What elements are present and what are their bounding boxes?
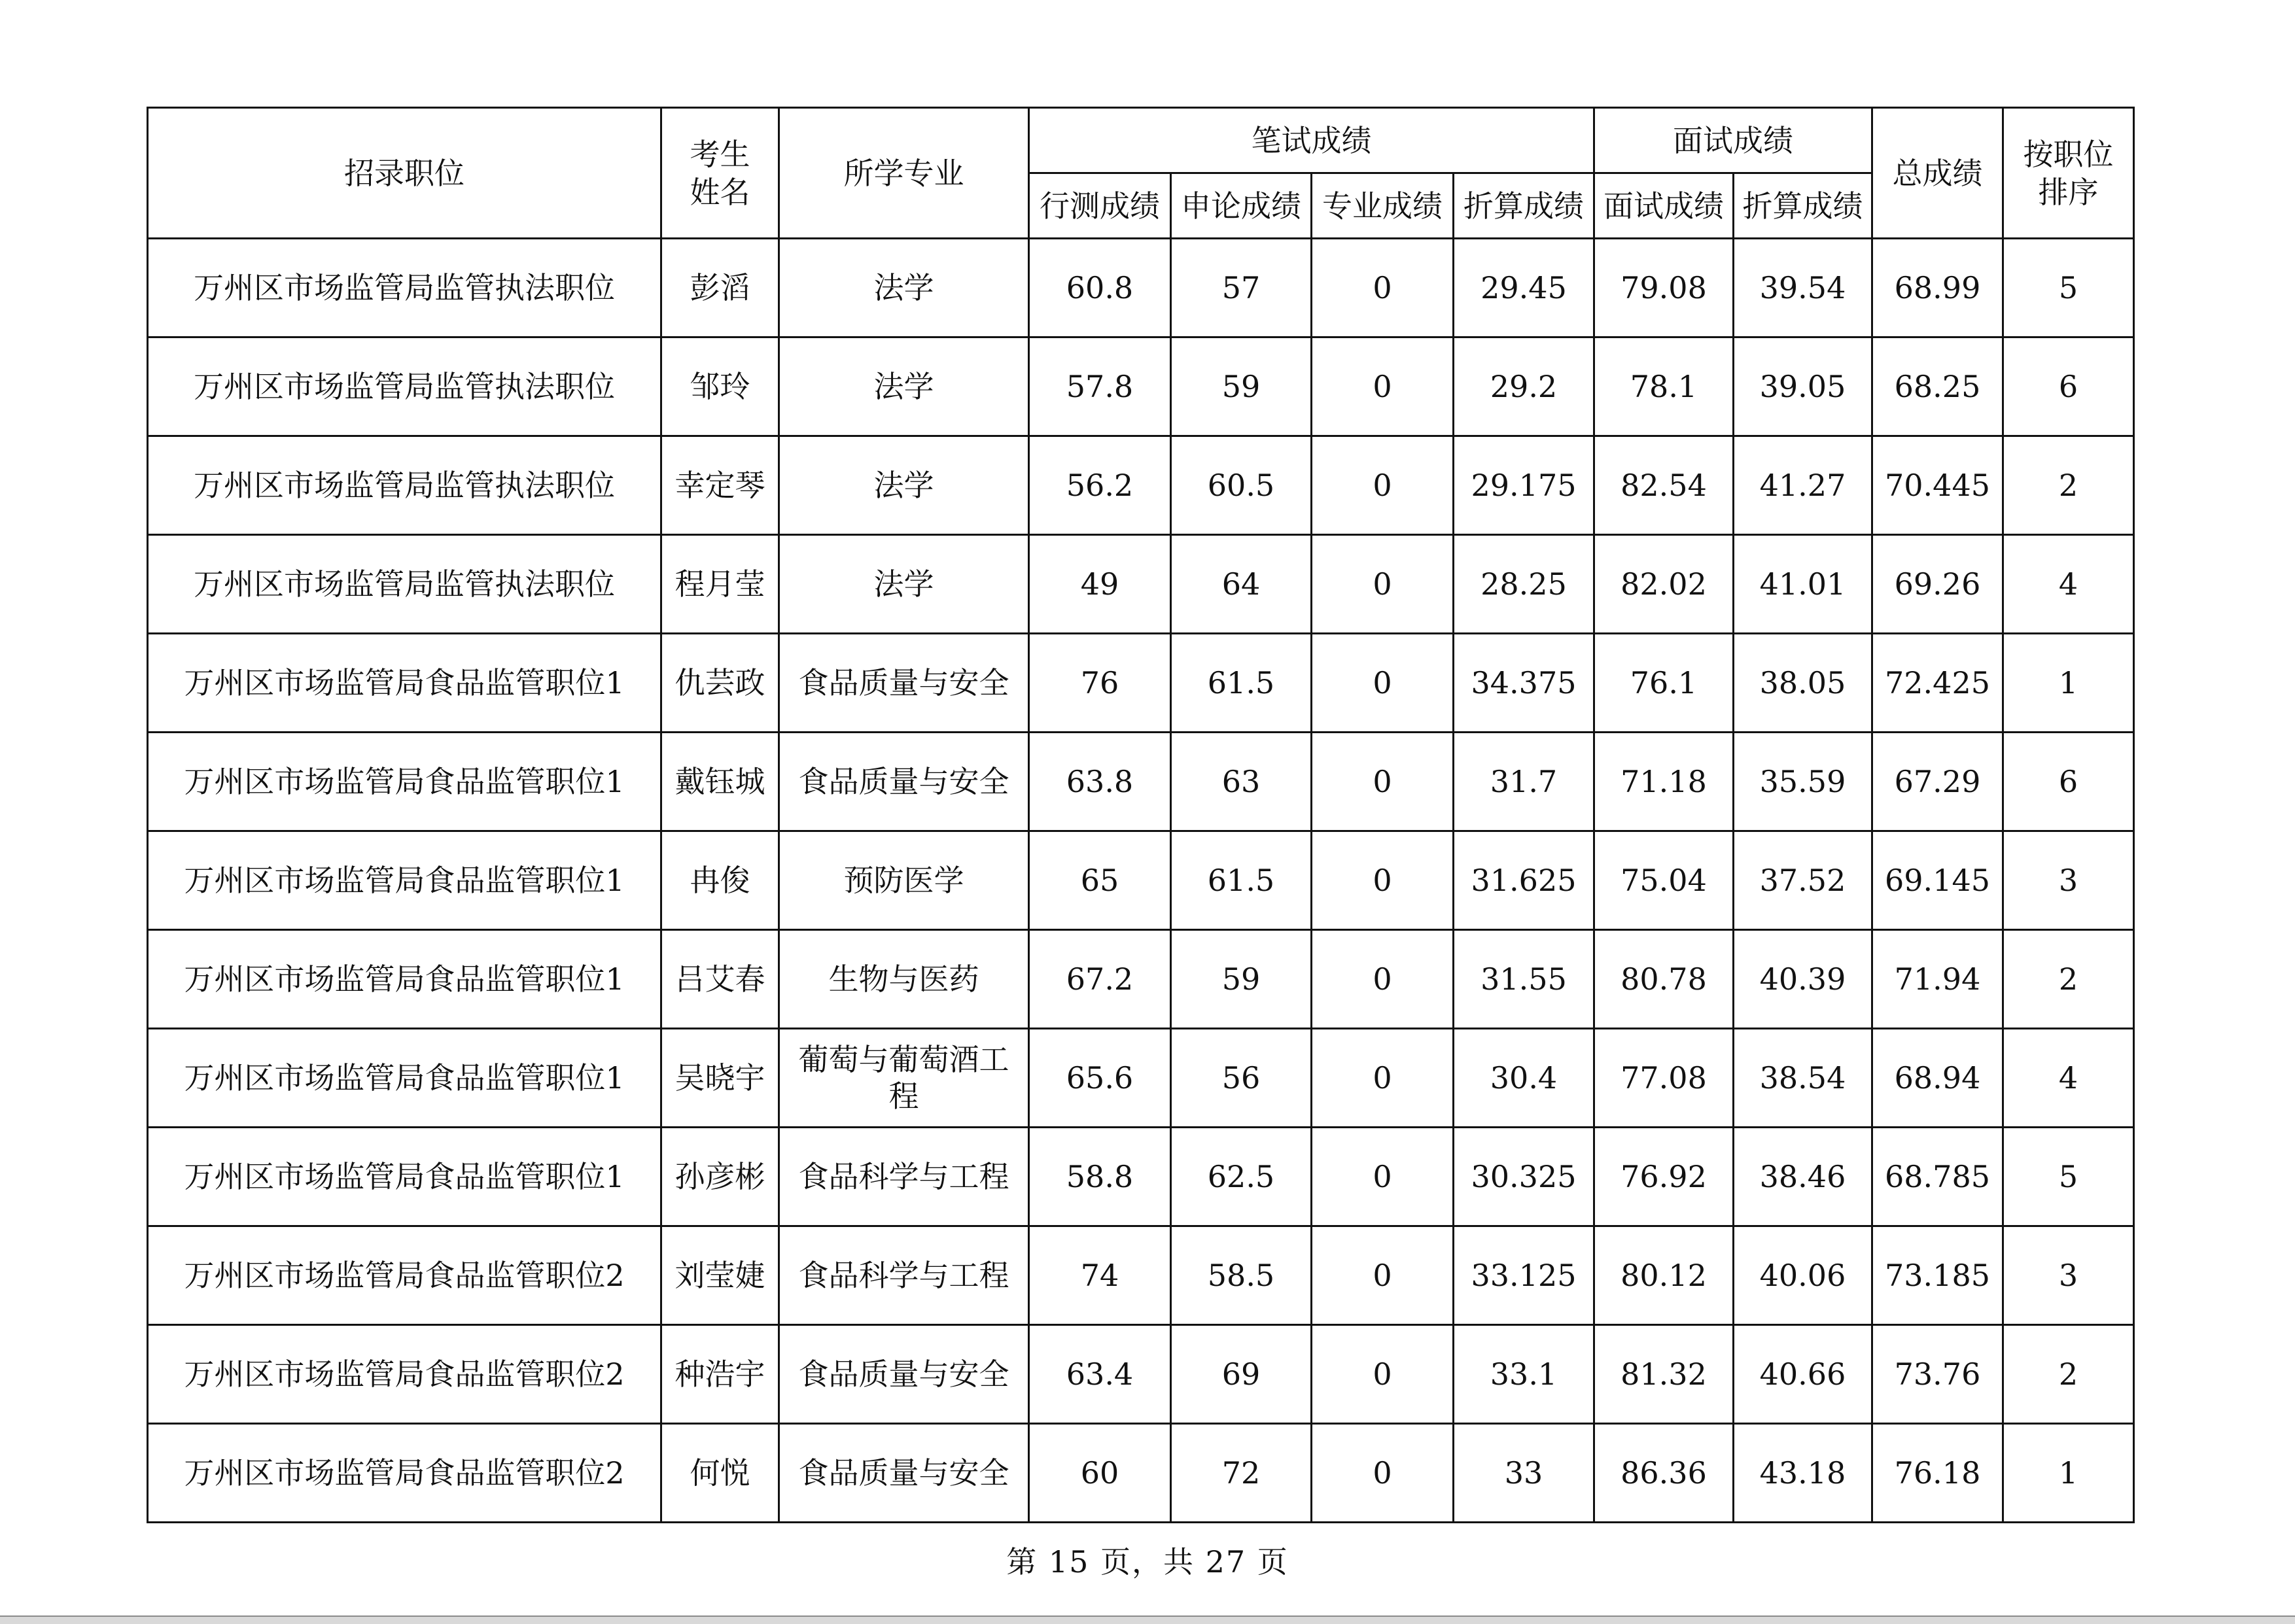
cell-interview-converted: 38.05	[1734, 634, 1872, 733]
cell-position: 万州区市场监管局食品监管职位1	[148, 1128, 661, 1226]
cell-position: 万州区市场监管局食品监管职位1	[148, 634, 661, 733]
cell-zhuanye: 0	[1312, 733, 1454, 831]
cell-major: 食品质量与安全	[779, 1424, 1029, 1523]
cell-position: 万州区市场监管局食品监管职位1	[148, 930, 661, 1029]
cell-written-converted: 28.25	[1454, 535, 1594, 634]
table-row	[148, 1128, 2134, 1226]
cell-xingce: 60	[1029, 1424, 1171, 1523]
cell-interview-converted: 39.05	[1734, 337, 1872, 436]
cell-interview: 75.04	[1594, 831, 1734, 930]
header-major: 所学专业	[779, 108, 1029, 239]
cell-position: 万州区市场监管局监管执法职位	[148, 239, 661, 337]
cell-shenlun: 61.5	[1171, 831, 1312, 930]
cell-rank: 3	[2003, 831, 2134, 930]
header-total-score: 总成绩	[1872, 108, 2003, 239]
cell-interview-converted: 40.39	[1734, 930, 1872, 1029]
cell-position: 万州区市场监管局食品监管职位2	[148, 1226, 661, 1325]
cell-interview-converted: 40.66	[1734, 1325, 1872, 1424]
page-number: 第 15 页，共 27 页	[1006, 1544, 1289, 1580]
cell-interview-converted: 35.59	[1734, 733, 1872, 831]
cell-written-converted: 31.7	[1454, 733, 1594, 831]
cell-position: 万州区市场监管局监管执法职位	[148, 535, 661, 634]
cell-major: 法学	[779, 535, 1029, 634]
cell-major: 食品科学与工程	[779, 1128, 1029, 1226]
cell-interview: 76.92	[1594, 1128, 1734, 1226]
table-row	[148, 436, 2134, 535]
cell-xingce: 76	[1029, 634, 1171, 733]
cell-major: 预防医学	[779, 831, 1029, 930]
cell-shenlun: 64	[1171, 535, 1312, 634]
table-row	[148, 634, 2134, 733]
cell-xingce: 63.4	[1029, 1325, 1171, 1424]
table-row	[148, 733, 2134, 831]
cell-interview-converted: 37.52	[1734, 831, 1872, 930]
cell-zhuanye: 0	[1312, 1128, 1454, 1226]
cell-rank: 6	[2003, 733, 2134, 831]
header-interview-raw: 面试成绩	[1594, 173, 1734, 239]
cell-rank: 4	[2003, 1029, 2134, 1128]
cell-zhuanye: 0	[1312, 1424, 1454, 1523]
cell-major: 法学	[779, 337, 1029, 436]
cell-shenlun: 58.5	[1171, 1226, 1312, 1325]
cell-position: 万州区市场监管局食品监管职位2	[148, 1325, 661, 1424]
cell-rank: 5	[2003, 1128, 2134, 1226]
header-row-primary	[148, 108, 2134, 173]
cell-name: 孙彦彬	[661, 1128, 779, 1226]
cell-name: 吴晓宇	[661, 1029, 779, 1128]
cell-total: 73.185	[1872, 1226, 2003, 1325]
cell-major: 食品质量与安全	[779, 634, 1029, 733]
cell-zhuanye: 0	[1312, 337, 1454, 436]
cell-zhuanye: 0	[1312, 1325, 1454, 1424]
cell-name: 何悦	[661, 1424, 779, 1523]
cell-shenlun: 57	[1171, 239, 1312, 337]
cell-xingce: 60.8	[1029, 239, 1171, 337]
cell-shenlun: 62.5	[1171, 1128, 1312, 1226]
cell-major: 生物与医药	[779, 930, 1029, 1029]
cell-major: 食品质量与安全	[779, 733, 1029, 831]
header-written-converted: 折算成绩	[1454, 173, 1594, 239]
cell-shenlun: 59	[1171, 930, 1312, 1029]
cell-interview: 79.08	[1594, 239, 1734, 337]
cell-interview: 86.36	[1594, 1424, 1734, 1523]
cell-xingce: 65	[1029, 831, 1171, 930]
cell-interview: 78.1	[1594, 337, 1734, 436]
cell-shenlun: 63	[1171, 733, 1312, 831]
cell-zhuanye: 0	[1312, 1226, 1454, 1325]
cell-written-converted: 31.625	[1454, 831, 1594, 930]
cell-written-converted: 33	[1454, 1424, 1594, 1523]
cell-total: 68.25	[1872, 337, 2003, 436]
header-rank: 按职位 排序	[2003, 108, 2134, 239]
header-interview-converted: 折算成绩	[1734, 173, 1872, 239]
cell-written-converted: 30.4	[1454, 1029, 1594, 1128]
cell-interview: 82.02	[1594, 535, 1734, 634]
cell-xingce: 67.2	[1029, 930, 1171, 1029]
cell-major: 法学	[779, 436, 1029, 535]
cell-rank: 6	[2003, 337, 2134, 436]
table-row	[148, 831, 2134, 930]
cell-position: 万州区市场监管局食品监管职位2	[148, 1424, 661, 1523]
cell-interview-converted: 38.46	[1734, 1128, 1872, 1226]
table-row	[148, 337, 2134, 436]
cell-position: 万州区市场监管局食品监管职位1	[148, 1029, 661, 1128]
cell-total: 72.425	[1872, 634, 2003, 733]
cell-xingce: 65.6	[1029, 1029, 1171, 1128]
cell-zhuanye: 0	[1312, 831, 1454, 930]
cell-xingce: 57.8	[1029, 337, 1171, 436]
cell-rank: 4	[2003, 535, 2134, 634]
cell-written-converted: 29.175	[1454, 436, 1594, 535]
cell-shenlun: 69	[1171, 1325, 1312, 1424]
cell-interview: 80.78	[1594, 930, 1734, 1029]
cell-name: 种浩宇	[661, 1325, 779, 1424]
cell-written-converted: 33.1	[1454, 1325, 1594, 1424]
cell-name: 彭滔	[661, 239, 779, 337]
cell-shenlun: 59	[1171, 337, 1312, 436]
score-table	[147, 107, 2135, 1523]
cell-written-converted: 34.375	[1454, 634, 1594, 733]
cell-rank: 1	[2003, 1424, 2134, 1523]
cell-total: 70.445	[1872, 436, 2003, 535]
cell-zhuanye: 0	[1312, 436, 1454, 535]
cell-total: 68.785	[1872, 1128, 2003, 1226]
cell-rank: 2	[2003, 1325, 2134, 1424]
cell-position: 万州区市场监管局食品监管职位1	[148, 831, 661, 930]
cell-xingce: 49	[1029, 535, 1171, 634]
cell-interview: 71.18	[1594, 733, 1734, 831]
header-zhuanye-score: 专业成绩	[1312, 173, 1454, 239]
cell-position: 万州区市场监管局监管执法职位	[148, 337, 661, 436]
cell-interview: 82.54	[1594, 436, 1734, 535]
cell-name: 刘莹婕	[661, 1226, 779, 1325]
cell-rank: 2	[2003, 436, 2134, 535]
cell-zhuanye: 0	[1312, 1029, 1454, 1128]
cell-total: 68.99	[1872, 239, 2003, 337]
cell-name: 戴钰城	[661, 733, 779, 831]
cell-rank: 3	[2003, 1226, 2134, 1325]
cell-zhuanye: 0	[1312, 239, 1454, 337]
cell-interview-converted: 41.27	[1734, 436, 1872, 535]
cell-total: 68.94	[1872, 1029, 2003, 1128]
header-interview-score: 面试成绩	[1594, 108, 1872, 173]
cell-shenlun: 61.5	[1171, 634, 1312, 733]
cell-xingce: 58.8	[1029, 1128, 1171, 1226]
cell-name: 程月莹	[661, 535, 779, 634]
page-bottom-edge	[0, 1615, 2295, 1624]
cell-interview-converted: 38.54	[1734, 1029, 1872, 1128]
header-written-score: 笔试成绩	[1029, 108, 1594, 173]
cell-major: 葡萄与葡萄酒工程	[779, 1029, 1029, 1128]
cell-rank: 1	[2003, 634, 2134, 733]
cell-zhuanye: 0	[1312, 634, 1454, 733]
cell-written-converted: 29.2	[1454, 337, 1594, 436]
cell-written-converted: 30.325	[1454, 1128, 1594, 1226]
cell-interview: 80.12	[1594, 1226, 1734, 1325]
table-row	[148, 1226, 2134, 1325]
cell-rank: 2	[2003, 930, 2134, 1029]
cell-interview-converted: 40.06	[1734, 1226, 1872, 1325]
cell-interview: 77.08	[1594, 1029, 1734, 1128]
cell-total: 67.29	[1872, 733, 2003, 831]
cell-total: 69.26	[1872, 535, 2003, 634]
cell-total: 73.76	[1872, 1325, 2003, 1424]
cell-xingce: 74	[1029, 1226, 1171, 1325]
cell-interview-converted: 41.01	[1734, 535, 1872, 634]
cell-xingce: 56.2	[1029, 436, 1171, 535]
cell-zhuanye: 0	[1312, 535, 1454, 634]
cell-name: 幸定琴	[661, 436, 779, 535]
cell-position: 万州区市场监管局监管执法职位	[148, 436, 661, 535]
header-name: 考生 姓名	[661, 108, 779, 239]
cell-total: 71.94	[1872, 930, 2003, 1029]
header-shenlun-score: 申论成绩	[1171, 173, 1312, 239]
cell-total: 69.145	[1872, 831, 2003, 930]
cell-written-converted: 29.45	[1454, 239, 1594, 337]
cell-xingce: 63.8	[1029, 733, 1171, 831]
table-row	[148, 1029, 2134, 1128]
table-row	[148, 1325, 2134, 1424]
header-xingce-score: 行测成绩	[1029, 173, 1171, 239]
cell-shenlun: 72	[1171, 1424, 1312, 1523]
cell-written-converted: 31.55	[1454, 930, 1594, 1029]
cell-name: 吕艾春	[661, 930, 779, 1029]
table-row	[148, 535, 2134, 634]
cell-name: 邹玲	[661, 337, 779, 436]
cell-major: 食品科学与工程	[779, 1226, 1029, 1325]
cell-name: 仇芸政	[661, 634, 779, 733]
cell-major: 食品质量与安全	[779, 1325, 1029, 1424]
header-position: 招录职位	[148, 108, 661, 239]
table-row	[148, 1424, 2134, 1523]
cell-major: 法学	[779, 239, 1029, 337]
cell-position: 万州区市场监管局食品监管职位1	[148, 733, 661, 831]
cell-zhuanye: 0	[1312, 930, 1454, 1029]
cell-interview: 81.32	[1594, 1325, 1734, 1424]
cell-shenlun: 56	[1171, 1029, 1312, 1128]
cell-name: 冉俊	[661, 831, 779, 930]
cell-interview: 76.1	[1594, 634, 1734, 733]
cell-written-converted: 33.125	[1454, 1226, 1594, 1325]
table-row	[148, 239, 2134, 337]
cell-interview-converted: 39.54	[1734, 239, 1872, 337]
cell-total: 76.18	[1872, 1424, 2003, 1523]
cell-interview-converted: 43.18	[1734, 1424, 1872, 1523]
table-row	[148, 930, 2134, 1029]
cell-rank: 5	[2003, 239, 2134, 337]
cell-shenlun: 60.5	[1171, 436, 1312, 535]
